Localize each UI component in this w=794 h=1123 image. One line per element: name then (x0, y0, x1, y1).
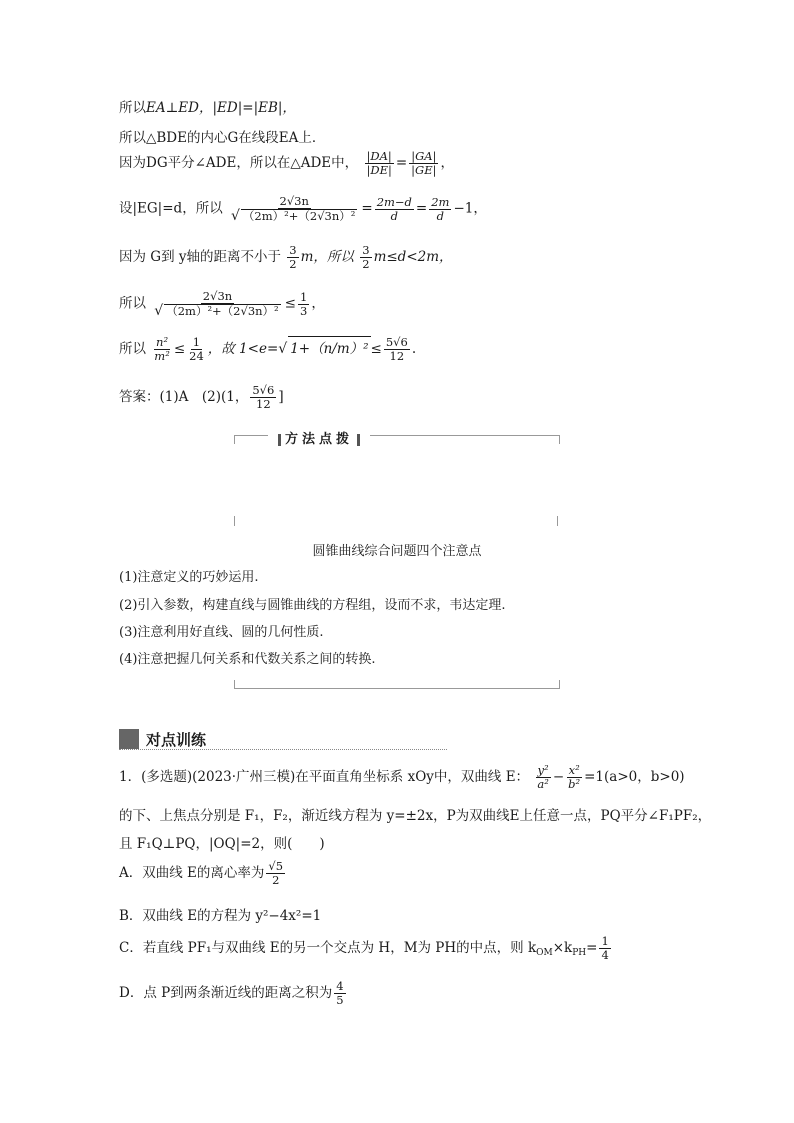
section-marker-icon (119, 729, 139, 749)
option-c: C．若直线 PF₁与双曲线 E的另一个交点为 H，M为 PH的中点，则 $k_{OM}\times k_{PH}=$ $\frac{1}{4}$ (119, 934, 609, 962)
option-b: B．双曲线 E的方程为 y²−4x²=1 (119, 908, 322, 924)
section-underline (119, 749, 447, 750)
option-a: A．双曲线 E的离心率为 $\frac{√5}{2}$ (119, 859, 284, 887)
method-box-bottom-border (234, 680, 560, 689)
problem-stem-1: 1．(多选题)(2023·广州三模)在平面直角坐标系 xOy中，双曲线 E： $\frac{\text{y²}}{\text{a²}}$ − $\frac{\text{x²}}{\text{b²}}$ =1(a>0，b>0) (119, 763, 685, 791)
solution-line-1: 所以EA⊥ED，|ED|=|EB|， (119, 100, 296, 116)
method-box-tick-right (557, 516, 558, 526)
option-d: D．点 P到两条渐近线的距离之积为 $\frac{4}{5}$ (119, 979, 344, 1007)
method-box-heading: 圆锥曲线综合问题四个注意点 (312, 544, 482, 559)
solution-line-2: 所以△BDE的内心G在线段EA上． (119, 130, 326, 146)
method-box-title: 方法点拨 (268, 428, 370, 447)
solution-line-4: 设|EG|=d，所以 $\frac{2√3n}{\text{√ （2m）²+（2√3n）²}}$ = $\frac{2m-d}{d}$ = $\frac{2m}{d}$ −1， (119, 194, 487, 224)
problem-stem-2: 的下、上焦点分别是 F₁，F₂，渐近线方程为 y=±2x，P为双曲线E上任意一点，PQ平分∠F₁PF₂， (119, 808, 712, 824)
method-box-tick-left (234, 516, 235, 526)
answer-line: 答案：(1)A (2)(1， $\frac{5√6}{12}$ ] (119, 383, 284, 411)
solution-line-3: 因为DG平分∠ADE，所以在△ADE中， $\frac{|DA|}{|DE|}$ = $\frac{|GA|}{|GE|}$ ， (119, 149, 454, 177)
solution-line-5: 因为 G到 y轴的距离不小于 $\frac{3}{2}$ m，所以 $\frac{3}{2}$ m≤d<2m， (119, 243, 453, 271)
problem-stem-3: 且 F₁Q⊥PQ，|OQ|=2，则( ) (119, 836, 325, 852)
method-note-4: (4)注意把握几何关系和代数关系之间的转换. (119, 652, 376, 667)
solution-line-7: 所以 $\frac{\text{n²}}{\text{m²}}$ ≤ $\frac{1}{24}$ ，故 1<e=√ 1+（n/m）² ≤ $\frac{5√6}{12}$ . (119, 335, 417, 363)
method-note-1: (1)注意定义的巧妙运用. (119, 570, 259, 585)
solution-line-6: 所以 $\frac{2√3n}{\text{√ （2m）²+（2√3n）²}}$ ≤ $\frac{1}{3}$ ， (119, 289, 325, 319)
method-note-3: (3)注意利用好直线、圆的几何性质. (119, 625, 324, 640)
method-note-2: (2)引入参数，构建直线与圆锥曲线的方程组，设而不求，韦达定理. (119, 598, 506, 613)
section-title: 对点训练 (146, 731, 207, 749)
